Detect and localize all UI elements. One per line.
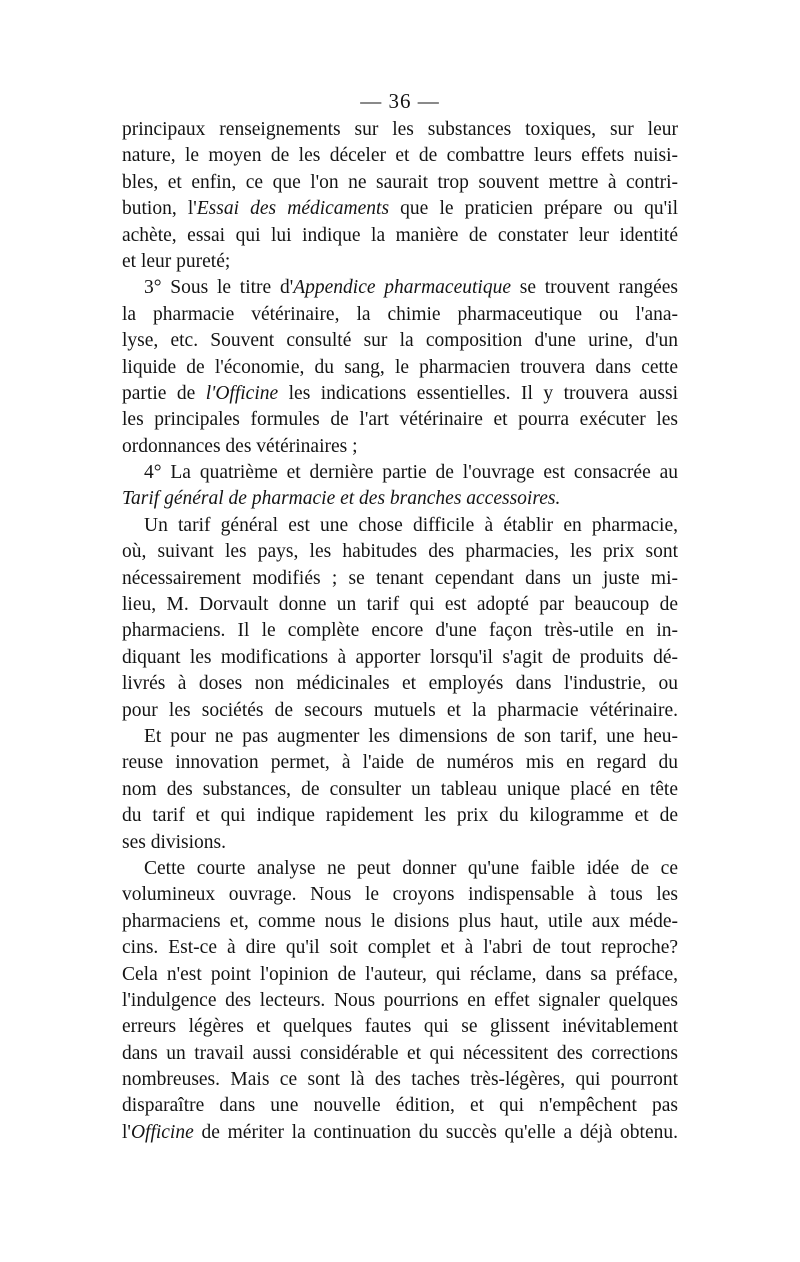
text-line — [122, 170, 678, 196]
text-run: Un tarif général est une chose difficile à établir en pharmacie, — [144, 514, 678, 536]
text-line — [122, 1120, 678, 1146]
text-line — [122, 935, 678, 961]
body-text — [122, 117, 678, 1146]
page-number: — 36 — — [360, 89, 440, 113]
text-line — [122, 539, 678, 565]
text-line — [122, 275, 678, 301]
text-run: Cette courte analyse ne peut donner qu'une faible idée de ce — [144, 857, 678, 879]
text-run: disparaître dans une nouvelle édition, et qui n'empêchent pas — [122, 1095, 678, 1117]
text-run: de mériter la continuation du succès qu'elle a déjà obtenu. — [193, 1121, 678, 1143]
text-line — [122, 645, 678, 671]
text-line — [122, 698, 678, 724]
text-line — [122, 1014, 678, 1040]
text-run: nom des substances, de consulter un tableau unique placé en tête — [122, 778, 678, 800]
text-run: où, suivant les pays, les habitudes des pharmacies, les prix sont — [122, 541, 678, 563]
text-line — [122, 671, 678, 697]
text-line — [122, 486, 678, 512]
text-line — [122, 117, 678, 143]
text-run: liquide de l'économie, du sang, le pharmacien trouvera dans cette — [122, 356, 678, 378]
text-run: nature, le moyen de les déceler et de combattre leurs effets nuisi- — [122, 145, 678, 167]
text-run: principaux renseignements sur les substances toxiques, sur leur — [122, 119, 678, 140]
text-run: Cela n'est point l'opinion de l'auteur, qui réclame, dans sa préface, — [122, 963, 678, 985]
text-run: dans un travail aussi considérable et qui nécessitent des corrections — [122, 1042, 678, 1064]
text-run: diquant les modifications à apporter lorsqu'il s'agit de produits dé- — [122, 646, 678, 668]
text-line — [122, 803, 678, 829]
text-run: reuse innovation permet, à l'aide de numéros mis en regard du — [122, 752, 678, 774]
italic-text: l'Officine — [205, 382, 279, 404]
italic-text: Essai des médicaments — [196, 198, 390, 220]
text-line — [122, 856, 678, 882]
text-line — [122, 592, 678, 618]
text-run: livrés à doses non médicinales et employés dans l'industrie, ou — [122, 673, 678, 695]
text-run: Et pour ne pas augmenter les dimensions de son tarif, une heu- — [144, 725, 678, 747]
text-run: ses divisions. — [122, 831, 227, 853]
text-run: pharmaciens. Il le complète encore d'une façon très-utile en in- — [122, 620, 678, 642]
text-line — [122, 1093, 678, 1119]
text-line — [122, 724, 678, 750]
text-line — [122, 434, 678, 460]
text-line — [122, 223, 678, 249]
text-run: pour les sociétés de secours mutuels et la pharmacie vétérinaire. — [122, 699, 678, 721]
text-line — [122, 196, 678, 222]
text-run: l'indulgence des lecteurs. Nous pourrions en effet signaler quelques — [122, 989, 678, 1011]
text-run: la pharmacie vétérinaire, la chimie pharmaceutique ou l'ana- — [122, 303, 678, 325]
text-line — [122, 618, 678, 644]
text-line — [122, 302, 678, 328]
text-run: erreurs légères et quelques fautes qui se glissent inévitablement — [122, 1016, 678, 1038]
text-run: 3° Sous le titre d' — [144, 277, 294, 299]
text-line — [122, 513, 678, 539]
text-run: achète, essai qui lui indique la manière de constater leur identité — [122, 224, 678, 246]
text-line — [122, 566, 678, 592]
text-line — [122, 777, 678, 803]
text-line — [122, 750, 678, 776]
text-line — [122, 460, 678, 486]
text-run: ordonnances des vétérinaires ; — [122, 435, 358, 457]
text-run: partie de — [122, 382, 206, 404]
text-line — [122, 830, 678, 856]
text-run: lieu, M. Dorvault donne un tarif qui est adopté par beaucoup de — [122, 594, 678, 616]
text-run: du tarif et qui indique rapidement les prix du kilogramme et de — [122, 805, 678, 827]
text-line — [122, 143, 678, 169]
text-run: et leur pureté; — [122, 250, 231, 272]
text-line — [122, 328, 678, 354]
text-line — [122, 962, 678, 988]
text-line — [122, 882, 678, 908]
italic-text: Officine — [130, 1121, 194, 1143]
text-run: bles, et enfin, ce que l'on ne saurait trop souvent mettre à contri- — [122, 171, 678, 193]
text-run: se trouvent rangées — [510, 277, 678, 299]
italic-text: Appendice pharmaceutique — [293, 277, 511, 299]
text-run: l' — [122, 1121, 131, 1143]
text-line — [122, 1067, 678, 1093]
text-run: les indications essentielles. Il y trouvera aussi — [278, 382, 678, 404]
text-line — [122, 355, 678, 381]
text-line — [122, 909, 678, 935]
text-run: cins. Est-ce à dire qu'il soit complet et à l'abri de tout reproche? — [122, 937, 678, 959]
text-line — [122, 1041, 678, 1067]
text-run: 4° La quatrième et dernière partie de l'ouvrage est consacrée au — [144, 462, 678, 484]
text-line — [122, 249, 678, 275]
text-run: bution, l' — [122, 198, 197, 220]
text-run: les principales formules de l'art vétérinaire et pourra exécuter les — [122, 409, 678, 431]
text-run: que le praticien prépare ou qu'il — [389, 198, 678, 220]
text-run: nombreuses. Mais ce sont là des taches très-légères, qui pourront — [122, 1069, 678, 1091]
text-run: lyse, etc. Souvent consulté sur la composition d'une urine, d'un — [122, 330, 678, 352]
italic-text: Tarif général de pharmacie et des branches accessoires. — [122, 488, 561, 510]
text-run: pharmaciens et, comme nous le disions plus haut, utile aux méde- — [122, 910, 678, 932]
text-line — [122, 988, 678, 1014]
text-line — [122, 407, 678, 433]
text-run: nécessairement modifiés ; se tenant cependant dans un juste mi- — [122, 567, 678, 589]
text-run: volumineux ouvrage. Nous le croyons indispensable à tous les — [122, 884, 678, 906]
text-line — [122, 381, 678, 407]
